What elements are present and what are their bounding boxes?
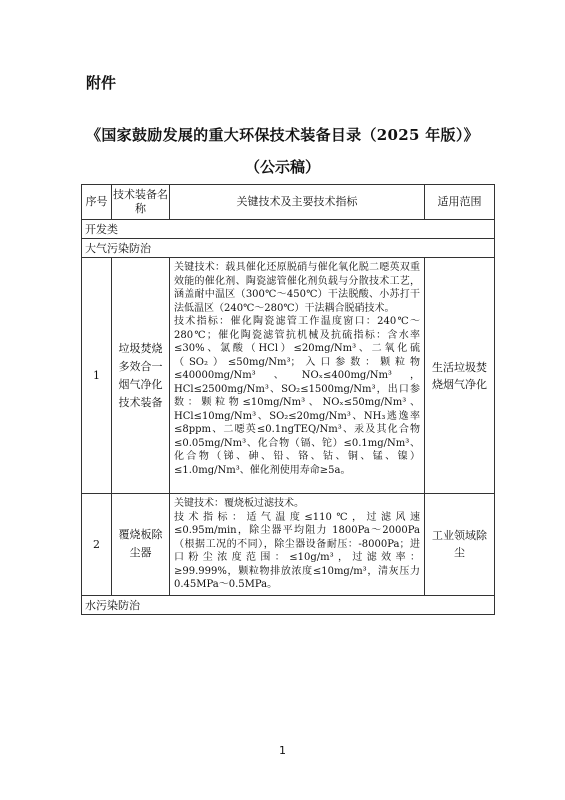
section-label-air: 大气污染防治 bbox=[82, 239, 495, 258]
equipment-name: 覆烧板除尘器 bbox=[112, 494, 170, 596]
tech-key-line: 关键技术：载具催化还原脱硝与催化氧化脱二噁英双重效能的催化剂、陶瓷滤管催化剂负载与分散技术工艺，涵盖耐中温区（300℃～450℃）干法脱酸、小苏打干法低温区（240℃～280℃）干法耦合脱硝技术。 bbox=[174, 262, 420, 314]
equipment-table bbox=[81, 184, 495, 615]
scope-cell: 生活垃圾焚烧烟气净化 bbox=[425, 258, 495, 494]
tech-description bbox=[170, 494, 425, 596]
table-row bbox=[82, 494, 495, 596]
section-row-water bbox=[82, 595, 495, 614]
category-row bbox=[82, 220, 495, 239]
document-subtitle: （公示稿） bbox=[244, 158, 320, 176]
scope-cell: 工业领域除尘 bbox=[425, 494, 495, 596]
header-tech: 关键技术及主要技术指标 bbox=[170, 185, 425, 220]
section-label-water: 水污染防治 bbox=[82, 595, 495, 614]
page-number: 1 bbox=[279, 744, 286, 757]
header-no: 序号 bbox=[82, 185, 112, 220]
section-row-air bbox=[82, 239, 495, 258]
row-number: 1 bbox=[82, 258, 112, 494]
table-row bbox=[82, 258, 495, 494]
row-number: 2 bbox=[82, 494, 112, 596]
document-title: 《国家鼓励发展的重大环保技术装备目录（2025 年版）》 bbox=[86, 126, 479, 144]
equipment-name: 垃圾焚烧多效合一烟气净化技术装备 bbox=[112, 258, 170, 494]
tech-key-line: 关键技术：覆烧板过滤技术。 bbox=[174, 498, 304, 509]
category-label: 开发类 bbox=[82, 220, 495, 239]
header-equipment: 技术装备名称 bbox=[112, 185, 170, 220]
attachment-label: 附件 bbox=[86, 74, 117, 92]
table-header-row bbox=[82, 185, 495, 220]
tech-spec-line: 技术指标：催化陶瓷滤管工作温度窗口：240℃～280℃；催化陶瓷滤管抗机械及抗硫指标：含水率≤30%、氯酸（HCl）≤20mg/Nm³、二氧化硫（SO₂）≤50mg/Nm³；入口参数：颗粒物≤40000mg/Nm³、NOₓ≤400mg/Nm³，HCl≤2500mg/Nm³、SO₂≤1500mg/Nm³，出口参数：颗粒物≤10mg/Nm³、NOₓ≤50mg/Nm³、HCl≤10mg/Nm³、SO₂≤20mg/Nm³、NH₃逃逸率≤8ppm、二噁英≤0.1ngTEQ/Nm³、汞及其化合物≤0.05mg/Nm³、化合物（镉、铊）≤0.1mg/Nm³、化合物（锑、砷、铅、铬、钴、铜、锰、镍）≤1.0mg/Nm³、催化剂使用寿命≥5a。 bbox=[174, 316, 420, 476]
tech-description bbox=[170, 258, 425, 494]
tech-spec-line: 技术指标：适气温度≤110℃，过滤风速≤0.95m/min，除尘器平均阻力 1800Pa～2000Pa（根据工况的不同），除尘器设备耐压：-8000Pa；进口粉尘浓度范围：≤10g/m³，过滤效率：≥99.999%，颗粒物排放浓度≤10mg/m³，清灰压力 0.45MPa～0.5MPa。 bbox=[174, 511, 420, 590]
header-scope: 适用范围 bbox=[425, 185, 495, 220]
